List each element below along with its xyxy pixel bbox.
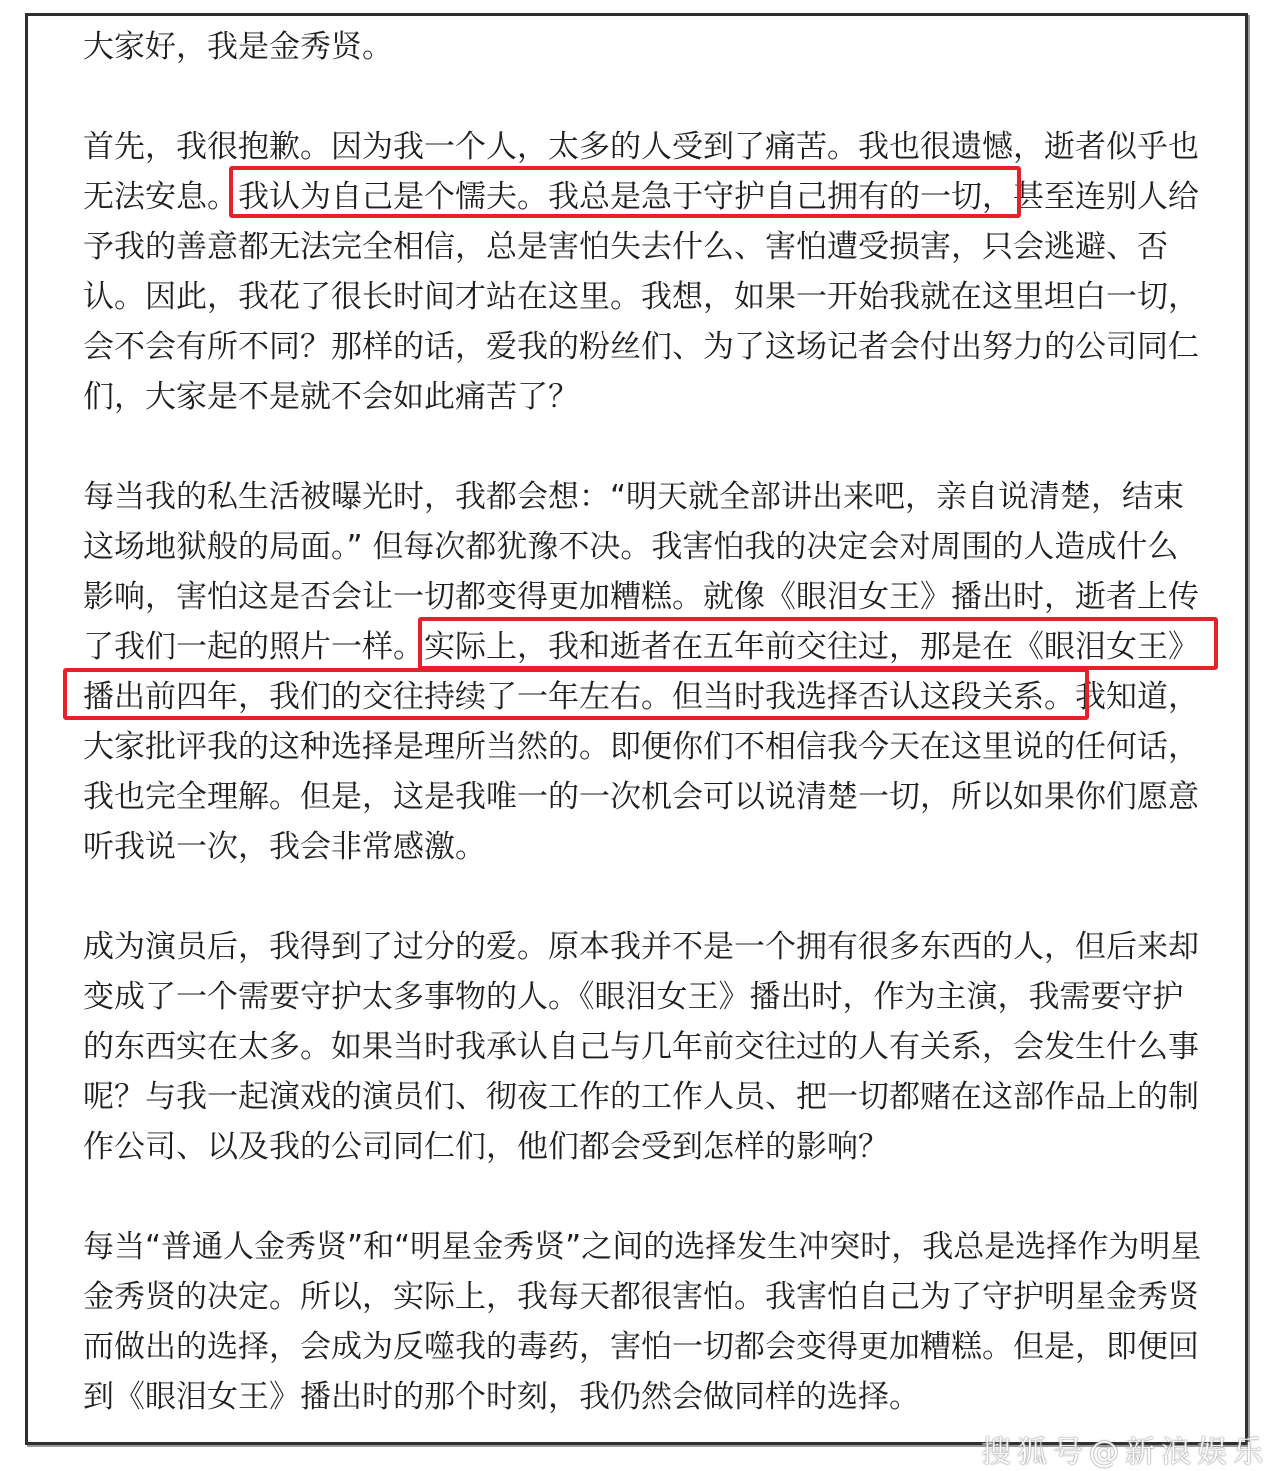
line: 这场地狱般的局面。” 但每次都犹豫不决。我害怕我的决定会对周围的人造成什么 [83,529,1179,565]
line: 的东西实在太多。如果当时我承认自己与几年前交往过的人有关系，会发生什么事 [83,1029,1199,1065]
line: 们，大家是不是就不会如此痛苦了？ [83,379,579,415]
paragraph-3 [83,472,1223,872]
paragraph-1 [83,22,1223,72]
line: 了我们一起的照片一样。实际上，我和逝者在五年前交往过，那是在《眼泪女王》 [83,629,1199,665]
line: 每当我的私生活被曝光时，我都会想：“明天就全部讲出来吧，亲自说清楚，结束 [83,479,1185,515]
line: 金秀贤的决定。所以，实际上，我每天都很害怕。我害怕自己为了守护明星金秀贤 [83,1279,1199,1315]
line: 影响，害怕这是否会让一切都变得更加糟糕。就像《眼泪女王》播出时，逝者上传 [83,579,1199,615]
line: 予我的善意都无法完全相信，总是害怕失去什么、害怕遭受损害，只会逃避、否 [83,229,1168,265]
line: 呢？与我一起演戏的演员们、彻夜工作的工作人员、把一切都赌在这部作品上的制 [83,1079,1199,1115]
paragraph-4 [83,922,1223,1172]
line: 成为演员后，我得到了过分的爱。原本我并不是一个拥有很多东西的人，但后来却 [83,929,1199,965]
line: 首先，我很抱歉。因为我一个人，太多的人受到了痛苦。我也很遗憾，逝者似乎也 [83,129,1199,165]
line: 无法安息。我认为自己是个懦夫。我总是急于守护自己拥有的一切，甚至连别人给 [83,179,1199,215]
watermark: 搜狐号@新浪娱乐 [981,1435,1269,1470]
line: 大家批评我的这种选择是理所当然的。即便你们不相信我今天在这里说的任何话， [83,729,1199,765]
line: 变成了一个需要守护太多事物的人。《眼泪女王》播出时，作为主演，我需要守护 [83,979,1184,1015]
line: 而做出的选择，会成为反噬我的毒药，害怕一切都会变得更加糟糕。但是，即便回 [83,1329,1199,1365]
line: 作公司、以及我的公司同仁们，他们都会受到怎样的影响？ [83,1129,889,1165]
line: 我也完全理解。但是，这是我唯一的一次机会可以说清楚一切，所以如果你们愿意 [83,779,1199,815]
line: 听我说一次，我会非常感激。 [83,829,486,865]
line: 认。因此，我花了很长时间才站在这里。我想，如果一开始我就在这里坦白一切， [83,279,1199,315]
paragraph-5 [83,1222,1223,1422]
line: 播出前四年，我们的交往持续了一年左右。但当时我选择否认这段关系。我知道， [83,679,1199,715]
line: 每当“普通人金秀贤”和“明星金秀贤”之间的选择发生冲突时，我总是选择作为明星 [83,1229,1202,1265]
line: 大家好，我是金秀贤。 [83,29,393,65]
line: 会不会有所不同？那样的话，爱我的粉丝们、为了这场记者会付出努力的公司同仁 [83,329,1199,365]
paragraph-2 [83,122,1223,422]
line: 到《眼泪女王》播出时的那个时刻，我仍然会做同样的选择。 [83,1379,920,1415]
article-body [83,22,1223,1422]
